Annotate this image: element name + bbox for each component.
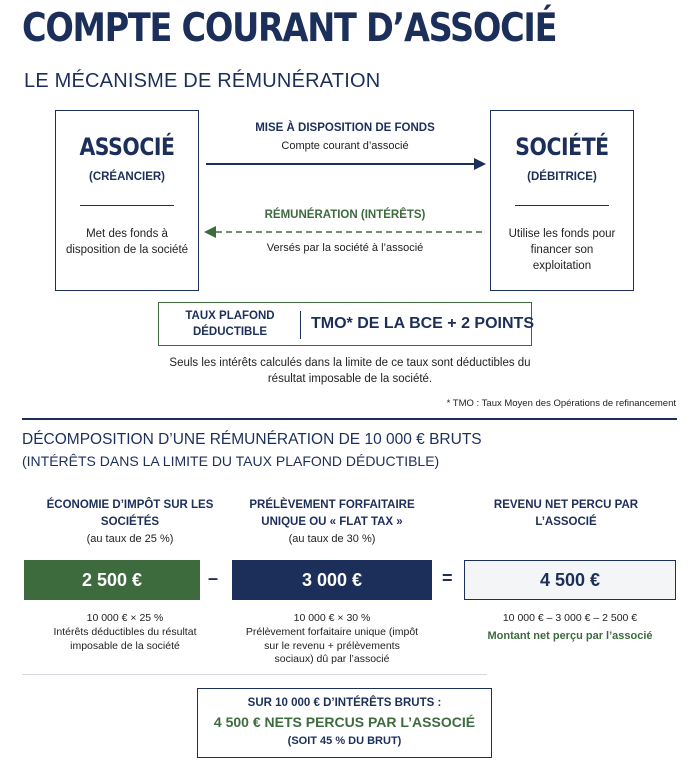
col-net-income-header: REVENU NET PERCU PAR L’ASSOCIÉ — [493, 499, 639, 528]
rate-ceiling-box — [158, 302, 532, 346]
summary-box — [197, 688, 492, 758]
societe-box — [490, 110, 634, 291]
tax-saving-amount: 2 500 € — [24, 560, 200, 600]
associe-description: Met des fonds à disposition de la société — [65, 228, 189, 256]
funds-arrow — [200, 155, 490, 173]
page-subtitle: LE MÉCANISME DE RÉMUNÉRATION — [24, 70, 381, 92]
tmo-footnote: * TMO : Taux Moyen des Opérations de refinancement — [446, 398, 676, 409]
col-flat-tax-header: PRÉLÈVEMENT FORFAITAIRE UNIQUE OU « FLAT TAX » — [249, 499, 415, 528]
tax-saving-calc: 10 000 € × 25 % — [86, 612, 164, 624]
rate-ceiling-divider — [300, 311, 301, 339]
societe-description: Utilise les fonds pour financer son exploitation — [508, 228, 616, 272]
breakdown-heading: DÉCOMPOSITION D’UNE RÉMUNÉRATION DE 10 000 € BRUTS — [22, 431, 482, 448]
associe-role: (CRÉANCIER) — [88, 171, 166, 183]
flat-tax-detail: Prélèvement forfaitaire unique (impôt sur le revenu + prélèvements sociaux) dû par l’associé — [245, 626, 419, 665]
net-income-calc: 10 000 € – 3 000 € – 2 500 € — [502, 612, 638, 624]
tax-saving-detail: Intérêts déductibles du résultat imposable de la société — [53, 626, 197, 652]
summary-line-1: SUR 10 000 € D’INTÉRÊTS BRUTS : — [247, 697, 442, 709]
flat-tax-calc: 10 000 € × 30 % — [293, 612, 371, 624]
associe-box — [55, 110, 199, 291]
rate-note: Seuls les intérêts calculés dans la limite de ce taux sont déductibles du résultat imposable de la société. — [169, 357, 531, 385]
breakdown-subheading: (INTÉRÊTS DANS LA LIMITE DU TAUX PLAFOND DÉDUCTIBLE) — [22, 453, 440, 469]
net-income-amount: 4 500 € — [464, 560, 676, 600]
col-tax-saving-header: ÉCONOMIE D’IMPÔT SUR LES SOCIÉTÉS — [46, 499, 214, 528]
societe-role: (DÉBITRICE) — [527, 171, 597, 183]
interest-arrow — [200, 223, 490, 241]
col-tax-saving-rate: (au taux de 25 %) — [86, 533, 174, 545]
page-title: COMPTE COURANT D’ASSOCIÉ — [22, 6, 557, 51]
summary-divider — [22, 674, 487, 675]
flat-tax-amount: 3 000 € — [232, 560, 432, 600]
societe-name: SOCIÉTÉ — [515, 133, 609, 161]
net-income-detail: Montant net perçu par l’associé — [487, 630, 653, 642]
col-flat-tax-rate: (au taux de 30 %) — [288, 533, 376, 545]
flow-funds-title: MISE À DISPOSITION DE FONDS — [255, 122, 435, 134]
flow-interest-title: RÉMUNÉRATION (INTÉRÊTS) — [264, 209, 426, 221]
associe-divider — [80, 205, 174, 206]
flow-funds-subtitle: Compte courant d’associé — [281, 140, 409, 152]
equals-operator: = — [442, 568, 453, 588]
summary-line-3: (SOIT 45 % DU BRUT) — [287, 735, 402, 747]
flow-interest-subtitle: Versés par la société à l’associé — [266, 242, 424, 254]
associe-name: ASSOCIÉ — [79, 133, 175, 161]
societe-divider — [515, 205, 609, 206]
minus-operator: – — [208, 568, 219, 588]
section-divider — [22, 418, 677, 420]
rate-ceiling-label: TAUX PLAFOND DÉDUCTIBLE — [185, 310, 275, 338]
summary-line-2: 4 500 € NETS PERCUS PAR L’ASSOCIÉ — [213, 714, 476, 730]
rate-ceiling-value: TMO* DE LA BCE + 2 POINTS — [311, 315, 534, 332]
